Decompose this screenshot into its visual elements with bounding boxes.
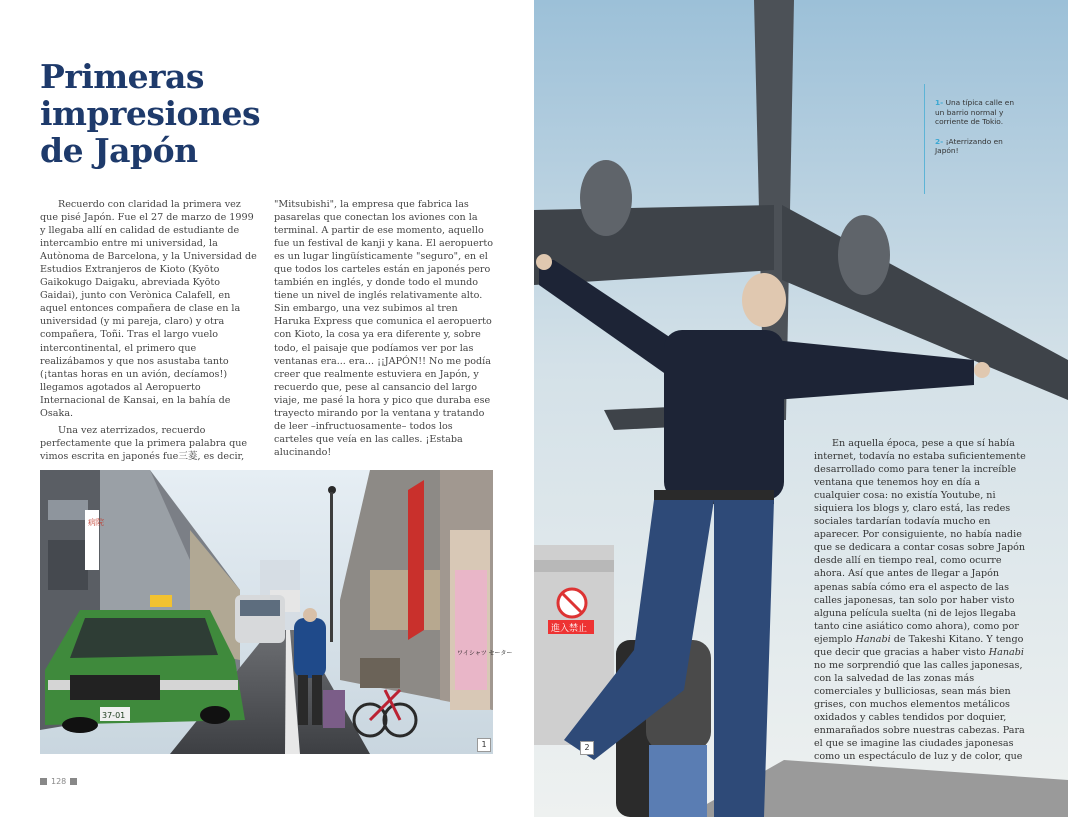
column3-text-a: En aquella época, pese a que sí había internet, todavía no estaba suficientemente desarrollado como para tener la increíble ventana que tenemos hoy en día a cualquier cosa: no existía Youtube, ni siquiera los blogs y, claro está, las redes sociales tardarían todavía mucho en aparecer. Por consiguiente, no había nadie que se dedicara a contar cosas sobre Japón desde allí en tiempo real, como ocurre ahora. Así que antes de llegar a Japón apenas sabía cómo era el aspecto de las calles japonesas, tan solo por haber visto alguna película suelta (ni de lejos llegaba tanto cine asiático como ahora), como por ejemplo	[814, 438, 1026, 645]
film-title-hanabi-1: Hanabi	[855, 633, 891, 645]
text-column-3	[814, 437, 1028, 763]
no-entry-sign: 進入禁止	[551, 624, 588, 634]
photo-captions	[935, 98, 1015, 166]
column1-paragraph-1: Recuerdo con claridad la primera vez que pisé Japón. Fue el 27 de marzo de 1999 y llegaba allí en calidad de estudiante de intercambio entre mi universidad, la Autònoma de Barcelona, y la Universidad de Estudios Extranjeros de Kioto (Kyōto Gaikokugo Daigaku, abreviada Kyōto Gaidai), junto con Verònica Calafell, en aquel entonces compañera de clase en la universidad (y mi pareja, claro) y otra compañera, Toñi. Tras el largo vuelo intercontinental, el primero que realizábamos y que nos asustaba tanto (¡tantas horas en un avión, decíamos!) llegamos agotados al Aeropuerto Internacional de Kansai, en la bahía de Osaka.	[40, 199, 257, 419]
caption-divider	[924, 84, 925, 194]
text-column-1	[40, 198, 260, 463]
tokyo-street-photo	[40, 470, 513, 754]
column1-paragraph-2: Una vez aterrizados, recuerdo perfectamente que la primera palabra que vimos escrita en japonés fue三菱, es decir,	[40, 424, 248, 462]
license-plate: 37-01	[102, 711, 126, 720]
caption-1-text: Una típica calle en un barrio normal y corriente de Tokio.	[935, 98, 1015, 127]
column3-paragraph-1	[814, 437, 1028, 763]
caption-1-number: 1-	[935, 98, 944, 107]
title-line-2: impresiones	[40, 94, 261, 133]
shop-sign: ワイシャツ セーター	[457, 650, 513, 657]
photo-2-number: 2	[580, 741, 594, 755]
article-title	[40, 58, 260, 169]
caption-2-text: ¡Aterrizando en Japón!	[935, 136, 1003, 156]
folio-square-right	[70, 778, 77, 785]
caption-2	[935, 137, 1015, 156]
right-page	[534, 0, 1068, 817]
hospital-sign: 病院	[88, 518, 104, 527]
page-number: 128	[51, 777, 67, 786]
folio-square-left	[40, 778, 47, 785]
photo-1-number: 1	[477, 738, 491, 752]
title-line-3: de Japón	[40, 131, 198, 170]
caption-1	[935, 98, 1015, 127]
page-folio	[40, 777, 77, 786]
column2-paragraph-1: "Mitsubishi", la empresa que fabrica las pasarelas que conectan los aviones con la terminal. A partir de ese momento, aquello fue un festival de kanji y kana. El aeropuerto es un lugar lingüísticamente "seguro", en el que todos los carteles están en japonés pero también en inglés, y donde todo el mundo tiene un nivel de inglés relativamente alto. Sin embargo, una vez subimos al tren Haruka Express que comunica el aeropuerto con Kioto, la cosa ya era diferente y, sobre todo, el paisaje que podíamos ver por las ventanas era... era... ¡¡JAPÓN!! No me podía creer que realmente estuviera en Japón, y recuerdo que, pese al cansancio del largo viaje, me pasé la hora y pico que duraba ese trayecto mirando por la ventana y tratando de leer –infructuosamente– todos los carteles que veía en las calles. ¡Estaba alucinando!	[274, 199, 493, 458]
title-line-1: Primeras	[40, 57, 204, 96]
film-title-hanabi-2: Hanabi	[988, 646, 1024, 658]
column3-text-c: no me sorprendió que las calles japonesas, con la salvedad de las zonas más comerciales y bulliciosas, sean más bien grises, con muchos elementos metálicos oxidados y cables tendidos por doquier, enmarañados sobre nuestras cabezas. Para el que se imagine las ciudades japonesas como un espectáculo de luz y de color, que	[814, 659, 1025, 763]
text-column-2	[274, 198, 494, 459]
caption-2-number: 2-	[935, 136, 944, 146]
column3-text-b: de Takeshi Kitano. Y tengo que decir que gracias a haber visto	[814, 633, 1024, 658]
